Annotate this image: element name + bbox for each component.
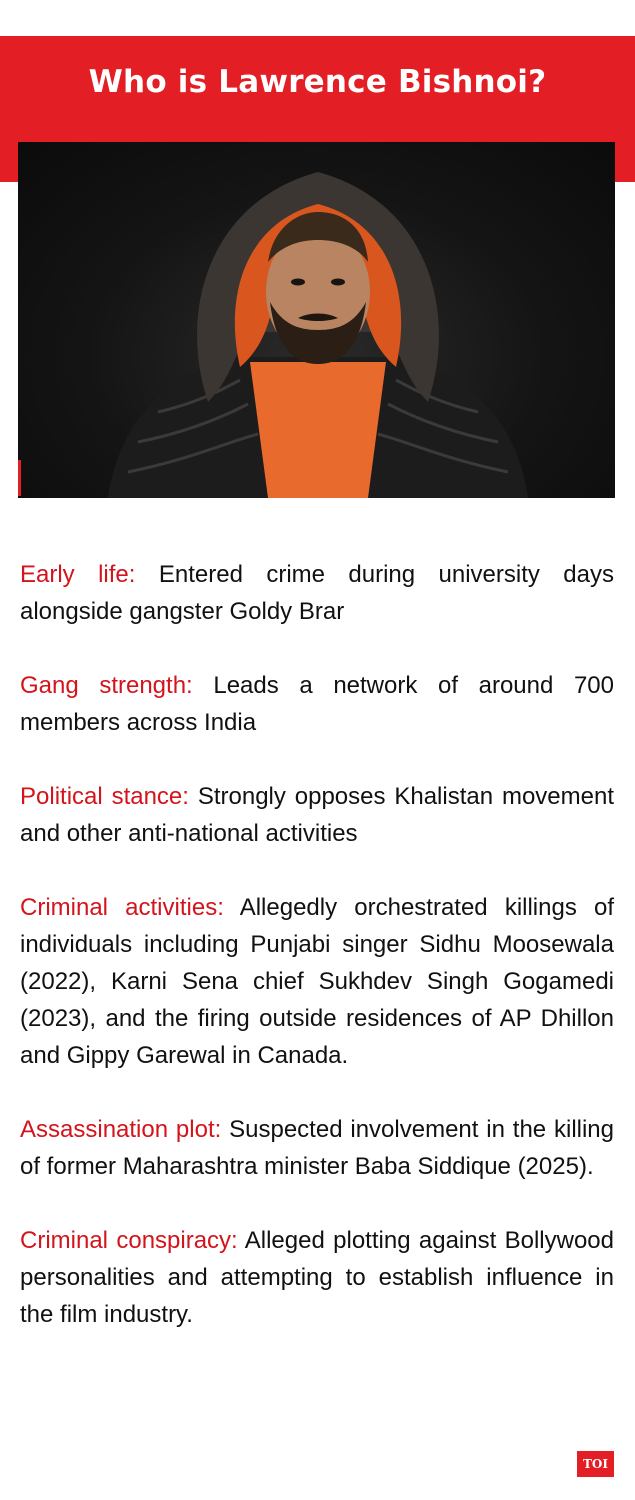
page-title: Who is Lawrence Bishnoi? [88, 64, 547, 100]
section-text: Allegedly orchestrated killings of individuals including Punjabi singer Sidhu Moosewala (2022), Karni Sena chief Sukhdev Singh Gogamedi (2023), and the firing outside residences of AP Dhillon and Gippy Garewal in Canada. [20, 894, 615, 1069]
section-label: Political stance: [20, 783, 189, 810]
section-assassination-plot [20, 1111, 614, 1185]
toi-logo: TOI [577, 1451, 614, 1477]
section-label: Assassination plot: [20, 1116, 222, 1143]
bio-content [20, 556, 614, 1370]
section-text: Suspected involvement in the killing of former Maharashtra minister Baba Siddique (2025). [20, 1116, 615, 1180]
section-criminal-activities [20, 889, 614, 1074]
section-label: Early life: [20, 561, 136, 588]
section-label: Criminal activities: [20, 894, 224, 921]
photo-red-edge [18, 460, 21, 496]
portrait-illustration [18, 142, 615, 498]
section-text: Strongly opposes Khalistan movement and other anti-national activities [20, 783, 614, 847]
portrait-photo [18, 142, 615, 498]
section-label: Criminal conspiracy: [20, 1227, 238, 1254]
section-criminal-conspiracy [20, 1222, 614, 1333]
section-gang-strength [20, 667, 614, 741]
section-early-life [20, 556, 614, 630]
section-label: Gang strength: [20, 672, 193, 699]
section-text: Leads a network of around 700 members across India [20, 672, 615, 736]
section-political-stance [20, 778, 614, 852]
section-text: Alleged plotting against Bollywood personalities and attempting to establish influence in the film industry. [20, 1227, 614, 1328]
section-text: Entered crime during university days alongside gangster Goldy Brar [20, 561, 614, 625]
